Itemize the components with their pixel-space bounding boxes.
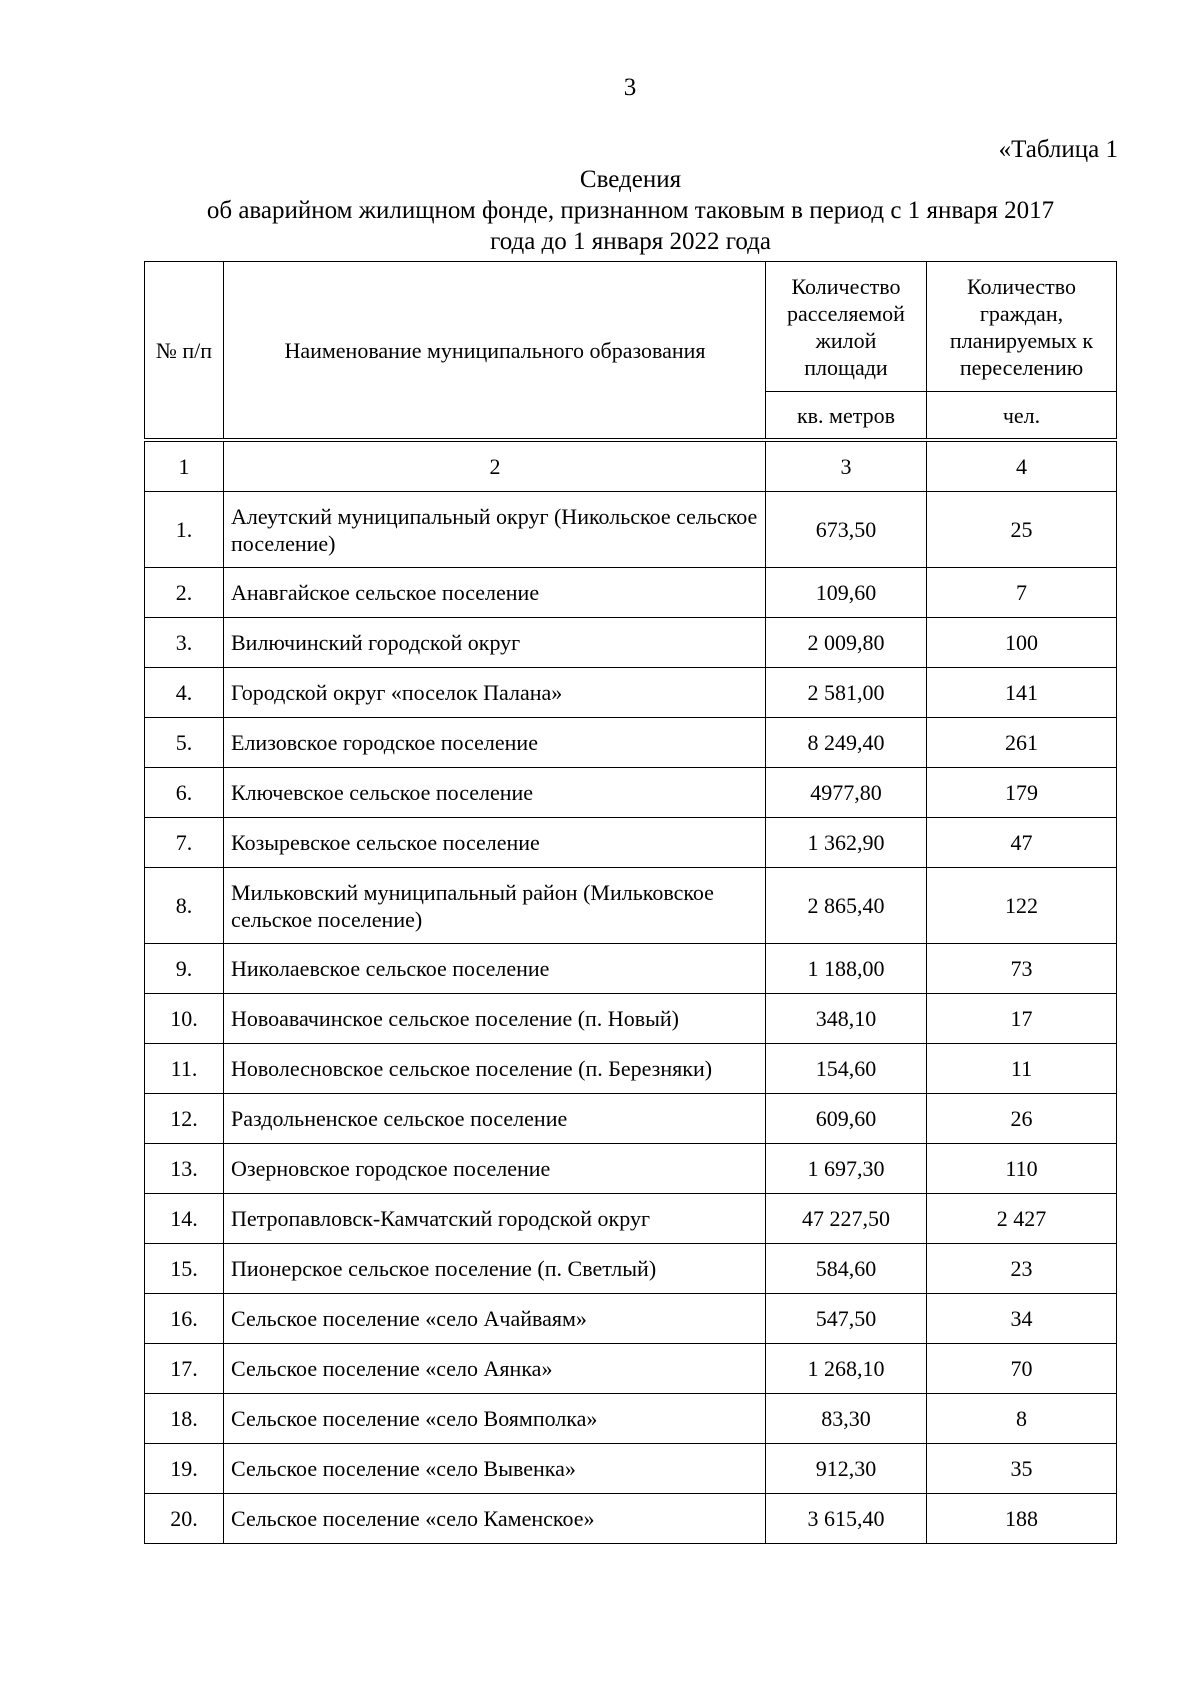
- row-number: 7.: [145, 818, 224, 868]
- municipality-name: Анавгайское сельское поселение: [224, 568, 766, 618]
- citizens-count: 17: [927, 994, 1117, 1044]
- row-number: 14.: [145, 1194, 224, 1244]
- row-number: 5.: [145, 718, 224, 768]
- row-number: 19.: [145, 1444, 224, 1494]
- municipality-name: Пионерское сельское поселение (п. Светлый): [224, 1244, 766, 1294]
- table-row: [145, 1494, 1117, 1544]
- living-area: 83,30: [766, 1394, 927, 1444]
- header-num: № п/п: [145, 262, 224, 441]
- living-area: 1 362,90: [766, 818, 927, 868]
- table-row: [145, 1194, 1117, 1244]
- living-area: 2 865,40: [766, 868, 927, 944]
- living-area: 1 188,00: [766, 944, 927, 994]
- municipality-name: Сельское поселение «село Вывенка»: [224, 1444, 766, 1494]
- citizens-count: 7: [927, 568, 1117, 618]
- living-area: 109,60: [766, 568, 927, 618]
- heading-line-1: Сведения: [579, 166, 682, 193]
- row-number: 16.: [145, 1294, 224, 1344]
- municipality-name: Новоавачинское сельское поселение (п. Новый): [224, 994, 766, 1044]
- citizens-count: 110: [927, 1144, 1117, 1194]
- row-number: 6.: [145, 768, 224, 818]
- municipality-name: Сельское поселение «село Аянка»: [224, 1344, 766, 1394]
- table-row: [145, 768, 1117, 818]
- row-number: 8.: [145, 868, 224, 944]
- table-row: [145, 1294, 1117, 1344]
- citizens-count: 122: [927, 868, 1117, 944]
- row-number: 11.: [145, 1044, 224, 1094]
- municipality-name: Елизовское городское поселение: [224, 718, 766, 768]
- municipality-name: Алеутский муниципальный округ (Никольское сельское поселение): [224, 492, 766, 568]
- row-number: 13.: [145, 1144, 224, 1194]
- page-number: 3: [623, 74, 637, 101]
- citizens-count: 35: [927, 1444, 1117, 1494]
- row-number: 20.: [145, 1494, 224, 1544]
- table-row: [145, 492, 1117, 568]
- living-area: 673,50: [766, 492, 927, 568]
- living-area: 912,30: [766, 1444, 927, 1494]
- citizens-count: 179: [927, 768, 1117, 818]
- row-number: 1.: [145, 492, 224, 568]
- column-number: 4: [927, 440, 1117, 492]
- living-area: 8 249,40: [766, 718, 927, 768]
- living-area: 2 581,00: [766, 668, 927, 718]
- living-area: 348,10: [766, 994, 927, 1044]
- municipality-name: Раздольненское сельское поселение: [224, 1094, 766, 1144]
- row-number: 4.: [145, 668, 224, 718]
- citizens-count: 34: [927, 1294, 1117, 1344]
- document-heading: [144, 164, 1117, 257]
- row-number: 9.: [145, 944, 224, 994]
- header-people-unit: чел.: [927, 392, 1117, 441]
- header-area-unit: кв. метров: [766, 392, 927, 441]
- emergency-housing-table: [144, 261, 1117, 1544]
- living-area: 547,50: [766, 1294, 927, 1344]
- row-number: 10.: [145, 994, 224, 1044]
- municipality-name: Новолесновское сельское поселение (п. Березняки): [224, 1044, 766, 1094]
- table-row: [145, 868, 1117, 944]
- citizens-count: 141: [927, 668, 1117, 718]
- living-area: 3 615,40: [766, 1494, 927, 1544]
- citizens-count: 25: [927, 492, 1117, 568]
- municipality-name: Петропавловск-Камчатский городской округ: [224, 1194, 766, 1244]
- living-area: 47 227,50: [766, 1194, 927, 1244]
- living-area: 154,60: [766, 1044, 927, 1094]
- row-number: 12.: [145, 1094, 224, 1144]
- municipality-name: Ключевское сельское поселение: [224, 768, 766, 818]
- citizens-count: 8: [927, 1394, 1117, 1444]
- municipality-name: Козыревское сельское поселение: [224, 818, 766, 868]
- citizens-count: 26: [927, 1094, 1117, 1144]
- living-area: 609,60: [766, 1094, 927, 1144]
- table-row: [145, 668, 1117, 718]
- header-area: Количество расселяемой жилой площади: [766, 262, 927, 392]
- table-row: [145, 718, 1117, 768]
- living-area: 1 268,10: [766, 1344, 927, 1394]
- citizens-count: 100: [927, 618, 1117, 668]
- row-number: 2.: [145, 568, 224, 618]
- table-row: [145, 1094, 1117, 1144]
- table-row: [145, 818, 1117, 868]
- column-number: 1: [145, 440, 224, 492]
- heading-line-2: об аварийном жилищном фонде, признанном таковым в период с 1 января 2017: [206, 197, 1055, 224]
- citizens-count: 73: [927, 944, 1117, 994]
- table-row: [145, 1394, 1117, 1444]
- row-number: 15.: [145, 1244, 224, 1294]
- row-number: 3.: [145, 618, 224, 668]
- header-name: Наименование муниципального образования: [224, 262, 766, 441]
- column-number-row: [145, 440, 1117, 492]
- municipality-name: Сельское поселение «село Каменское»: [224, 1494, 766, 1544]
- citizens-count: 188: [927, 1494, 1117, 1544]
- table-row: [145, 1144, 1117, 1194]
- table-row: [145, 1244, 1117, 1294]
- living-area: 2 009,80: [766, 618, 927, 668]
- row-number: 17.: [145, 1344, 224, 1394]
- heading-line-3: года до 1 января 2022 года: [490, 228, 771, 255]
- citizens-count: 11: [927, 1044, 1117, 1094]
- municipality-name: Городской округ «поселок Палана»: [224, 668, 766, 718]
- table-row: [145, 568, 1117, 618]
- municipality-name: Сельское поселение «село Ачайваям»: [224, 1294, 766, 1344]
- municipality-name: Вилючинский городской округ: [224, 618, 766, 668]
- living-area: 584,60: [766, 1244, 927, 1294]
- citizens-count: 23: [927, 1244, 1117, 1294]
- living-area: 1 697,30: [766, 1144, 927, 1194]
- header-people: Количество граждан, планируемых к переселению: [927, 262, 1117, 392]
- citizens-count: 261: [927, 718, 1117, 768]
- table-row: [145, 944, 1117, 994]
- table-row: [145, 618, 1117, 668]
- table-label: «Таблица 1: [998, 136, 1118, 163]
- row-number: 18.: [145, 1394, 224, 1444]
- table-row: [145, 1344, 1117, 1394]
- column-number: 2: [224, 440, 766, 492]
- table-row: [145, 1444, 1117, 1494]
- municipality-name: Николаевское сельское поселение: [224, 944, 766, 994]
- living-area: 4977,80: [766, 768, 927, 818]
- citizens-count: 70: [927, 1344, 1117, 1394]
- table-row: [145, 994, 1117, 1044]
- municipality-name: Мильковский муниципальный район (Мильковское сельское поселение): [224, 868, 766, 944]
- column-number: 3: [766, 440, 927, 492]
- citizens-count: 47: [927, 818, 1117, 868]
- municipality-name: Сельское поселение «село Воямполка»: [224, 1394, 766, 1444]
- table-header-row: [145, 262, 1117, 392]
- table-row: [145, 1044, 1117, 1094]
- citizens-count: 2 427: [927, 1194, 1117, 1244]
- municipality-name: Озерновское городское поселение: [224, 1144, 766, 1194]
